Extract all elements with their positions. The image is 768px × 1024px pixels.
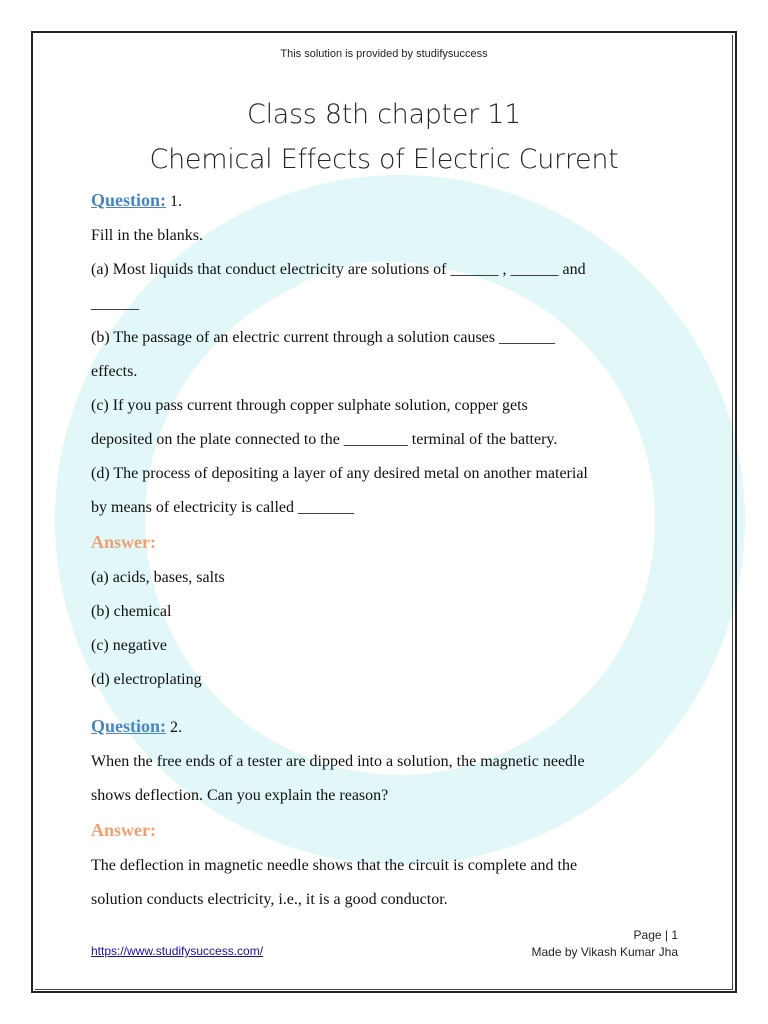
- question-1-line: (a) Most liquids that conduct electricity are solutions of ______ , ______ and: [91, 261, 586, 278]
- question-number: 1.: [166, 193, 183, 210]
- question-1-line: deposited on the plate connected to the ________ terminal of the battery.: [91, 431, 558, 448]
- question-label: Question:: [91, 190, 167, 210]
- answer-2-line: solution conducts electricity, i.e., it is a good conductor.: [91, 891, 448, 908]
- answer-label: Answer:: [91, 820, 156, 840]
- question-2-heading: [91, 709, 691, 745]
- question-1-heading: [91, 183, 691, 219]
- section-gap: [91, 697, 691, 709]
- question-1-line: (d) The process of depositing a layer of any desired metal on another material: [91, 465, 588, 482]
- question-2-line: shows deflection. Can you explain the reason?: [91, 787, 389, 804]
- answer-1-line: (a) acids, bases, salts: [91, 569, 225, 586]
- answer-1-line: (c) negative: [91, 637, 167, 654]
- question-1-line: Fill in the blanks.: [91, 227, 203, 244]
- answer-label: Answer:: [91, 532, 156, 552]
- title-line-1: Class 8th chapter 11: [247, 99, 521, 130]
- question-number: 2.: [166, 719, 183, 736]
- answer-1-heading: [91, 525, 691, 561]
- question-label: Question:: [91, 716, 167, 736]
- question-1-line: ______: [91, 295, 139, 312]
- question-1-line: effects.: [91, 363, 138, 380]
- author-credit: Made by Vikash Kumar Jha: [531, 945, 678, 959]
- footer-website-link[interactable]: https://www.studifysuccess.com/: [91, 944, 264, 958]
- answer-1-line: (b) chemical: [91, 603, 172, 620]
- page-number: Page | 1: [633, 928, 678, 942]
- footer-info: [531, 927, 678, 961]
- header-note: This solution is provided by studifysuccess: [280, 48, 488, 60]
- question-1-line: (b) The passage of an electric current through a solution causes _______: [91, 329, 555, 346]
- question-1-line: (c) If you pass current through copper sulphate solution, copper gets: [91, 397, 528, 414]
- answer-2-line: The deflection in magnetic needle shows that the circuit is complete and the: [91, 857, 578, 874]
- question-2-line: When the free ends of a tester are dipped into a solution, the magnetic needle: [91, 753, 585, 770]
- title-line-2: Chemical Effects of Electric Current: [149, 144, 619, 175]
- answer-2-heading: [91, 813, 691, 849]
- answer-1-line: (d) electroplating: [91, 671, 202, 688]
- document-body: [91, 183, 691, 917]
- question-1-line: by means of electricity is called _______: [91, 499, 355, 516]
